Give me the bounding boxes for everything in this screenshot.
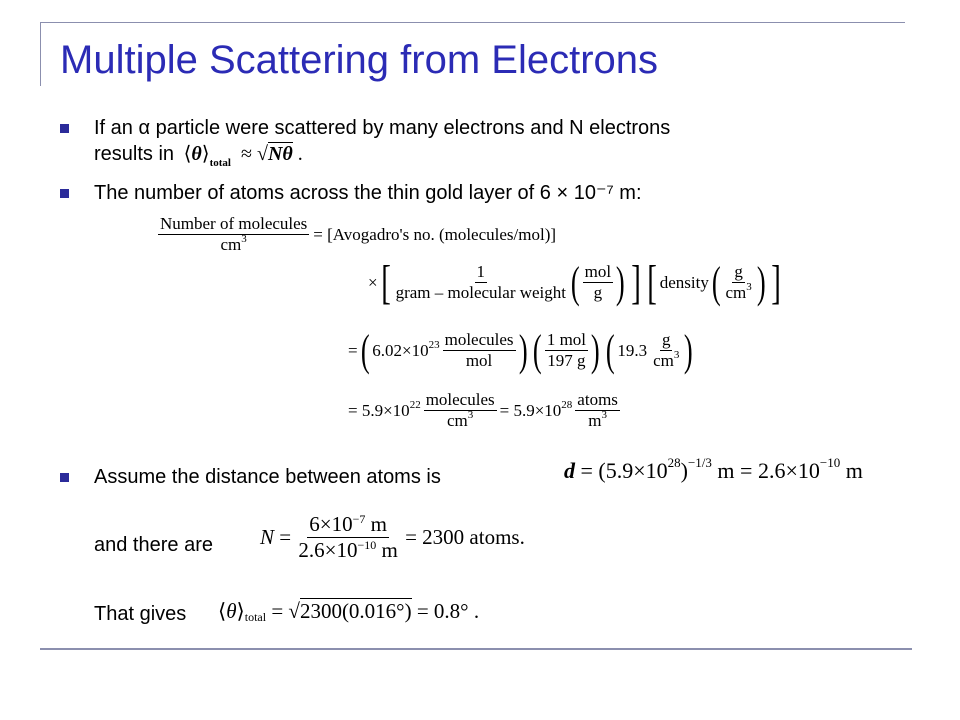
eq2-density: density <box>659 272 709 292</box>
eq2-left-bracket: [ <box>380 255 391 309</box>
eq4-exp1: 22 <box>409 398 421 411</box>
bullet-2-text: The number of atoms across the thin gold layer of 6 × 10⁻⁷ m: <box>94 182 642 204</box>
eq2-left-bracket-2: [ <box>646 255 657 309</box>
n-atoms-equation: N = $\frac{6\times 10^{-7} m}{2.6\times 10^{-10} m}$ = 2300 atoms. <box>260 512 525 562</box>
eq3-avogadro <box>372 338 440 361</box>
bullet-1-lead: results in <box>94 143 175 165</box>
eq2-fraction-mol-g <box>583 262 613 303</box>
total-angle-equation: ⟨ θ ⟩ total = √ 2300(0.016°) = 0.8° . <box>218 598 480 624</box>
eq3-fraction-mol-g <box>545 330 588 371</box>
eq1-lhs-den-text: cm <box>220 235 242 254</box>
bullet-marker-1 <box>60 124 69 133</box>
eq2-right-bracket: ] <box>630 255 641 309</box>
eq2-frac-den: gram – molecular weight <box>395 283 566 302</box>
bullet-marker-3 <box>60 473 69 482</box>
eq3-cm3: $cm^3$ <box>653 349 680 370</box>
bullet-1-line-2 <box>94 142 303 169</box>
eq4-den1: $cm^3$ <box>447 409 474 430</box>
eq3-coef: 6.02×10 <box>372 340 429 360</box>
eq2-frac-num: 1 <box>476 262 486 281</box>
eq3-num: molecules <box>444 330 514 349</box>
eq4-exp2: 28 <box>561 398 573 411</box>
bullet-marker-2 <box>60 189 69 198</box>
eq2-cm3-text: cm <box>725 283 747 302</box>
eq2-mol: mol <box>584 262 612 281</box>
eq2-paren-open-2: ( <box>711 257 721 307</box>
eq4-den2-text: m <box>588 411 602 430</box>
eq-line-4 <box>348 390 620 431</box>
eq1-lhs-fraction <box>158 214 309 255</box>
eq3-g: g <box>661 330 671 349</box>
eq1-rhs: = [Avogadro's no. (molecules/mol)] <box>313 224 557 244</box>
eq3-paren-open: ( <box>360 325 370 375</box>
eq4-fraction-molecules-cm3 <box>424 390 497 431</box>
eq3-paren-close-3: ) <box>684 325 694 375</box>
eq2-fraction-gmw <box>394 262 568 303</box>
eq-line-3 <box>348 325 696 375</box>
bullet-1-line-1: If an α particle were scattered by many electrons and N electrons <box>94 117 671 139</box>
eq3-exp: 23 <box>428 338 440 351</box>
eq2-fraction-g-cm3 <box>724 262 754 303</box>
eq4-mid-text: = 5.9×10 <box>499 400 562 420</box>
bullet-1-equation: $⟨\theta⟩_{total} \approx √N\theta$ . <box>183 143 303 169</box>
eq2-paren-open: ( <box>570 257 580 307</box>
eq2-g: g <box>593 283 603 302</box>
eq1-lhs-numerator: Number of molecules <box>160 214 308 233</box>
eq3-equals: = <box>348 340 358 360</box>
distance-equation: d = (5.9×10 28 ) −1/3 m = 2.6×10 −10 m <box>564 455 863 483</box>
eq2-g2: g <box>734 262 743 281</box>
n-fraction-den: $2.6\times 10^{-10}$ m <box>298 538 398 562</box>
frame-bottom-rule <box>40 648 912 650</box>
eq4-lead-text: = 5.9×10 <box>348 400 410 420</box>
frame-left-rule <box>40 22 41 86</box>
eq3-fraction-g-cm3 <box>651 330 681 371</box>
eq-line-2 <box>368 255 784 309</box>
eq3-paren-open-3: ( <box>605 325 615 375</box>
eq2-cm3: $cm^3$ <box>725 281 752 302</box>
eq4-fraction-atoms-m3 <box>575 390 620 431</box>
eq4-den1-text: cm <box>447 411 468 430</box>
eq-line-1 <box>158 214 556 255</box>
eq2-paren-close: ) <box>616 257 625 307</box>
eq1-lhs-denominator: $cm^3$ <box>220 233 247 254</box>
eq4-num2: atoms <box>577 390 618 409</box>
eq2-right-bracket-2: ] <box>771 255 782 309</box>
that-gives-text: That gives <box>94 603 187 625</box>
eq3-f2-num: 1 mol <box>546 330 587 349</box>
frame-top-rule <box>40 22 905 23</box>
eq4-num1: molecules <box>425 390 495 409</box>
eq4-den2: $m^3$ <box>588 409 607 430</box>
n-fraction-num: $6\times 10^{-7}$ m <box>309 512 387 536</box>
eq4-lead <box>348 398 421 421</box>
n-fraction <box>296 512 399 563</box>
eq2-paren-close-2: ) <box>756 257 766 307</box>
eq2-times: × <box>368 272 378 292</box>
eq4-mid <box>499 398 573 421</box>
eq3-paren-close: ) <box>518 325 528 375</box>
slide-title: Multiple Scattering from Electrons <box>60 38 659 82</box>
eq3-den: mol <box>465 351 493 370</box>
eq3-f2-den: 197 g <box>547 351 586 370</box>
and-there-are-text: and there are <box>94 534 213 556</box>
eq3-fraction-molecules-mol <box>443 330 516 371</box>
eq3-rho: 19.3 <box>617 340 648 360</box>
eq3-paren-open-2: ( <box>533 325 542 375</box>
eq3-cm3-text: cm <box>653 351 674 370</box>
eq3-paren-close-2: ) <box>590 325 600 375</box>
bullet-3-text: Assume the distance between atoms is <box>94 466 441 488</box>
